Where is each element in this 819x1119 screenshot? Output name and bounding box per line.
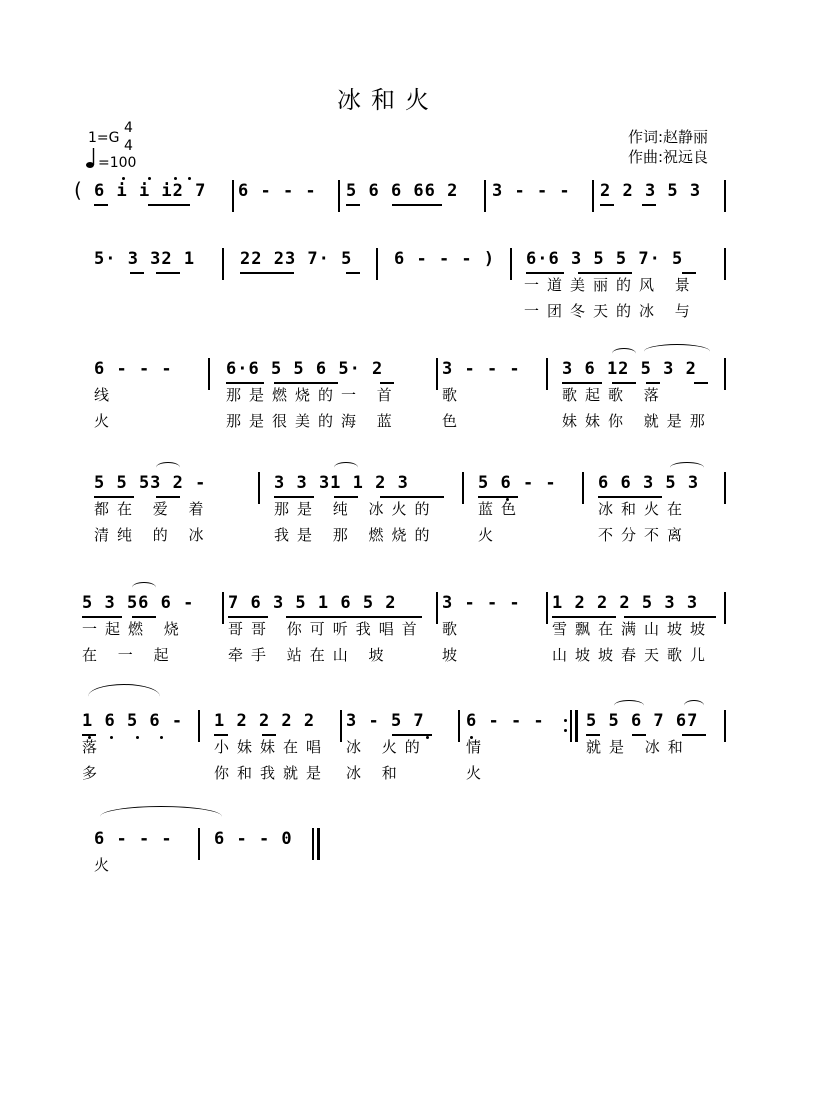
composer-credit: 作曲:祝远良 bbox=[628, 148, 709, 166]
lyrics-verse-1: 那是 纯 冰火的 bbox=[274, 500, 438, 518]
barline bbox=[208, 358, 210, 390]
tie-arc bbox=[334, 462, 358, 473]
measure-5: 2 2 3 5 3 bbox=[600, 181, 702, 201]
repeat-barline-thick bbox=[575, 710, 578, 742]
barline bbox=[338, 180, 340, 212]
lyrics-verse-1: 哥哥 你可听我唱首 bbox=[228, 620, 425, 638]
barline bbox=[546, 592, 548, 624]
score-line-1 bbox=[0, 180, 819, 212]
lyrics-verse-2: 坡 bbox=[442, 646, 466, 664]
barline bbox=[510, 248, 512, 280]
barline bbox=[436, 592, 438, 624]
repeat-dot bbox=[564, 729, 567, 732]
measure-12: 3 - - - bbox=[442, 359, 521, 379]
measure-27: 6 - - - bbox=[94, 829, 173, 849]
barline bbox=[198, 710, 200, 742]
octave-dot bbox=[122, 177, 125, 180]
barline bbox=[232, 180, 234, 212]
lyrics-verse-2: 色 bbox=[442, 412, 466, 430]
underline bbox=[130, 272, 144, 274]
barline bbox=[724, 710, 726, 742]
underline bbox=[240, 272, 294, 274]
barline bbox=[462, 472, 464, 504]
octave-dot bbox=[174, 177, 177, 180]
lyrics-verse-2: 在 一 起 bbox=[82, 646, 177, 664]
barline bbox=[724, 472, 726, 504]
underline bbox=[94, 204, 108, 206]
tempo-marking: =100 bbox=[98, 155, 137, 171]
lyrics-verse-1: 歌起歌 落 bbox=[562, 386, 667, 404]
low-octave-dot bbox=[136, 736, 139, 739]
lyrics-verse-2: 火 bbox=[478, 526, 502, 544]
lyrics-verse-1: 都在 爱 着 bbox=[94, 500, 212, 518]
tie-arc bbox=[670, 462, 704, 473]
measure-21: 1 2 2 2 5 3 3 bbox=[552, 593, 699, 613]
score-line-3 bbox=[0, 358, 819, 390]
measure-19: 7 6 3 5 1 6 5 2 bbox=[228, 593, 397, 613]
lyrics-verse-2: 妹妹你 就是那 bbox=[562, 412, 713, 430]
lyrics-verse-2: 我是 那 燃烧的 bbox=[274, 526, 438, 544]
measure-18: 5 3 56 6 - bbox=[82, 593, 195, 613]
barline bbox=[436, 358, 438, 390]
lyrics-verse-2: 多 bbox=[82, 764, 106, 782]
measure-13: 3 6 12 5 3 2 bbox=[562, 359, 697, 379]
tie-arc bbox=[100, 806, 222, 827]
barline bbox=[458, 710, 460, 742]
measure-20: 3 - - - bbox=[442, 593, 521, 613]
measure-3: 5 6 6 66 2 bbox=[346, 181, 459, 201]
lyrics-verse-1: 小妹妹在唱 bbox=[214, 738, 330, 756]
measure-1: 6 i i i2 7 bbox=[94, 181, 207, 201]
barline bbox=[198, 828, 200, 860]
time-signature-bottom: 4 bbox=[124, 138, 133, 154]
lyrics-verse-1: 落 bbox=[82, 738, 106, 756]
barline bbox=[724, 358, 726, 390]
measure-15: 3 3 31 1 2 3 bbox=[274, 473, 409, 493]
measure-24: 3 - 5 7 bbox=[346, 711, 425, 731]
measure-23: 1 2 2 2 2 bbox=[214, 711, 316, 731]
lyrics-verse-1: 火 bbox=[94, 856, 118, 874]
lyrics-verse-1: 线 bbox=[94, 386, 118, 404]
barline bbox=[724, 592, 726, 624]
tie-arc bbox=[684, 700, 704, 711]
slur-arc bbox=[88, 684, 160, 709]
lyrics-verse-2: 清纯 的 冰 bbox=[94, 526, 212, 544]
measure-14: 5 5 53 2 - bbox=[94, 473, 207, 493]
measure-2: 6 - - - bbox=[238, 181, 317, 201]
octave-dot bbox=[188, 177, 191, 180]
measure-7: 22 23 7· 5 bbox=[240, 249, 353, 269]
barline bbox=[546, 358, 548, 390]
barline bbox=[222, 592, 224, 624]
lyrics-verse-1: 冰 火的 bbox=[346, 738, 428, 756]
barline bbox=[592, 180, 594, 212]
lyrics-verse-1: 一道美丽的风 景 bbox=[524, 276, 698, 294]
measure-4: 3 - - - bbox=[492, 181, 571, 201]
measure-25: 6 - - - bbox=[466, 711, 545, 731]
tie-arc bbox=[132, 582, 156, 593]
lyrics-verse-1: 歌 bbox=[442, 386, 466, 404]
underline bbox=[156, 272, 180, 274]
underline bbox=[346, 204, 360, 206]
lyrics-verse-1: 那是燃烧的一 首 bbox=[226, 386, 400, 404]
lyrics-verse-2: 火 bbox=[466, 764, 490, 782]
song-title: 冰和火 bbox=[337, 86, 439, 114]
measure-10: 6 - - - bbox=[94, 359, 173, 379]
measure-11: 6·6 5 5 6 5· 2 bbox=[226, 359, 384, 379]
barline bbox=[376, 248, 378, 280]
key-signature: 1=G bbox=[88, 130, 120, 146]
lyrics-verse-1: 一起燃 烧 bbox=[82, 620, 187, 638]
lyrics-verse-2: 不分不离 bbox=[598, 526, 691, 544]
quarter-note-icon bbox=[86, 146, 98, 170]
tie-arc bbox=[612, 348, 636, 359]
low-octave-dot bbox=[110, 736, 113, 739]
measure-17: 6 6 3 5 3 bbox=[598, 473, 700, 493]
underline bbox=[346, 272, 360, 274]
repeat-barline bbox=[570, 710, 572, 742]
barline bbox=[258, 472, 260, 504]
lyrics-verse-2: 火 bbox=[94, 412, 118, 430]
lyrics-verse-2: 那是很美的海 蓝 bbox=[226, 412, 400, 430]
barline bbox=[724, 180, 726, 212]
underline bbox=[694, 382, 708, 384]
time-signature-top: 4 bbox=[124, 120, 133, 136]
underline bbox=[148, 204, 190, 206]
measure-6: 5· 3 32 1 bbox=[94, 249, 196, 269]
lyrics-verse-2: 山坡坡春天歌儿 bbox=[552, 646, 714, 664]
lyrics-verse-1: 蓝色 bbox=[478, 500, 525, 518]
underline bbox=[392, 204, 442, 206]
lyrics-verse-2: 冰 和 bbox=[346, 764, 405, 782]
lyrics-verse-1: 情 bbox=[466, 738, 490, 756]
lyrics-verse-1: 雪飘在满山坡坡 bbox=[552, 620, 714, 638]
lyrics-verse-1: 冰和火在 bbox=[598, 500, 691, 518]
barline bbox=[484, 180, 486, 212]
measure-22: 1 6 5 6 - bbox=[82, 711, 184, 731]
barline bbox=[582, 472, 584, 504]
barline bbox=[222, 248, 224, 280]
lyrics-verse-1: 歌 bbox=[442, 620, 466, 638]
underline bbox=[642, 204, 656, 206]
final-barline bbox=[312, 828, 314, 860]
measure-26: 5 5 6 7 67 bbox=[586, 711, 699, 731]
lyrics-verse-2: 一团冬天的冰 与 bbox=[524, 302, 698, 320]
barline bbox=[724, 248, 726, 280]
measure-28: 6 - - 0 bbox=[214, 829, 293, 849]
low-octave-dot bbox=[160, 736, 163, 739]
barline bbox=[340, 710, 342, 742]
lyrics-verse-2: 牵手 站在山 坡 bbox=[228, 646, 392, 664]
underline bbox=[600, 204, 614, 206]
repeat-dot bbox=[564, 719, 567, 722]
tie-arc bbox=[156, 462, 180, 473]
tie-arc bbox=[614, 700, 644, 711]
lyricist-credit: 作词:赵静丽 bbox=[628, 128, 709, 146]
octave-dot bbox=[148, 177, 151, 180]
lyrics-verse-1: 就是 冰和 bbox=[586, 738, 691, 756]
final-barline-thick bbox=[317, 828, 320, 860]
measure-9: 6·6 3 5 5 7· 5 bbox=[526, 249, 684, 269]
intro-open-paren: ( bbox=[74, 178, 82, 202]
measure-16: 5 6 - - bbox=[478, 473, 557, 493]
measure-8: 6 - - - ) bbox=[394, 249, 496, 269]
score-line-7 bbox=[0, 828, 819, 860]
tie-arc bbox=[644, 344, 710, 359]
lyrics-verse-2: 你和我就是 bbox=[214, 764, 330, 782]
